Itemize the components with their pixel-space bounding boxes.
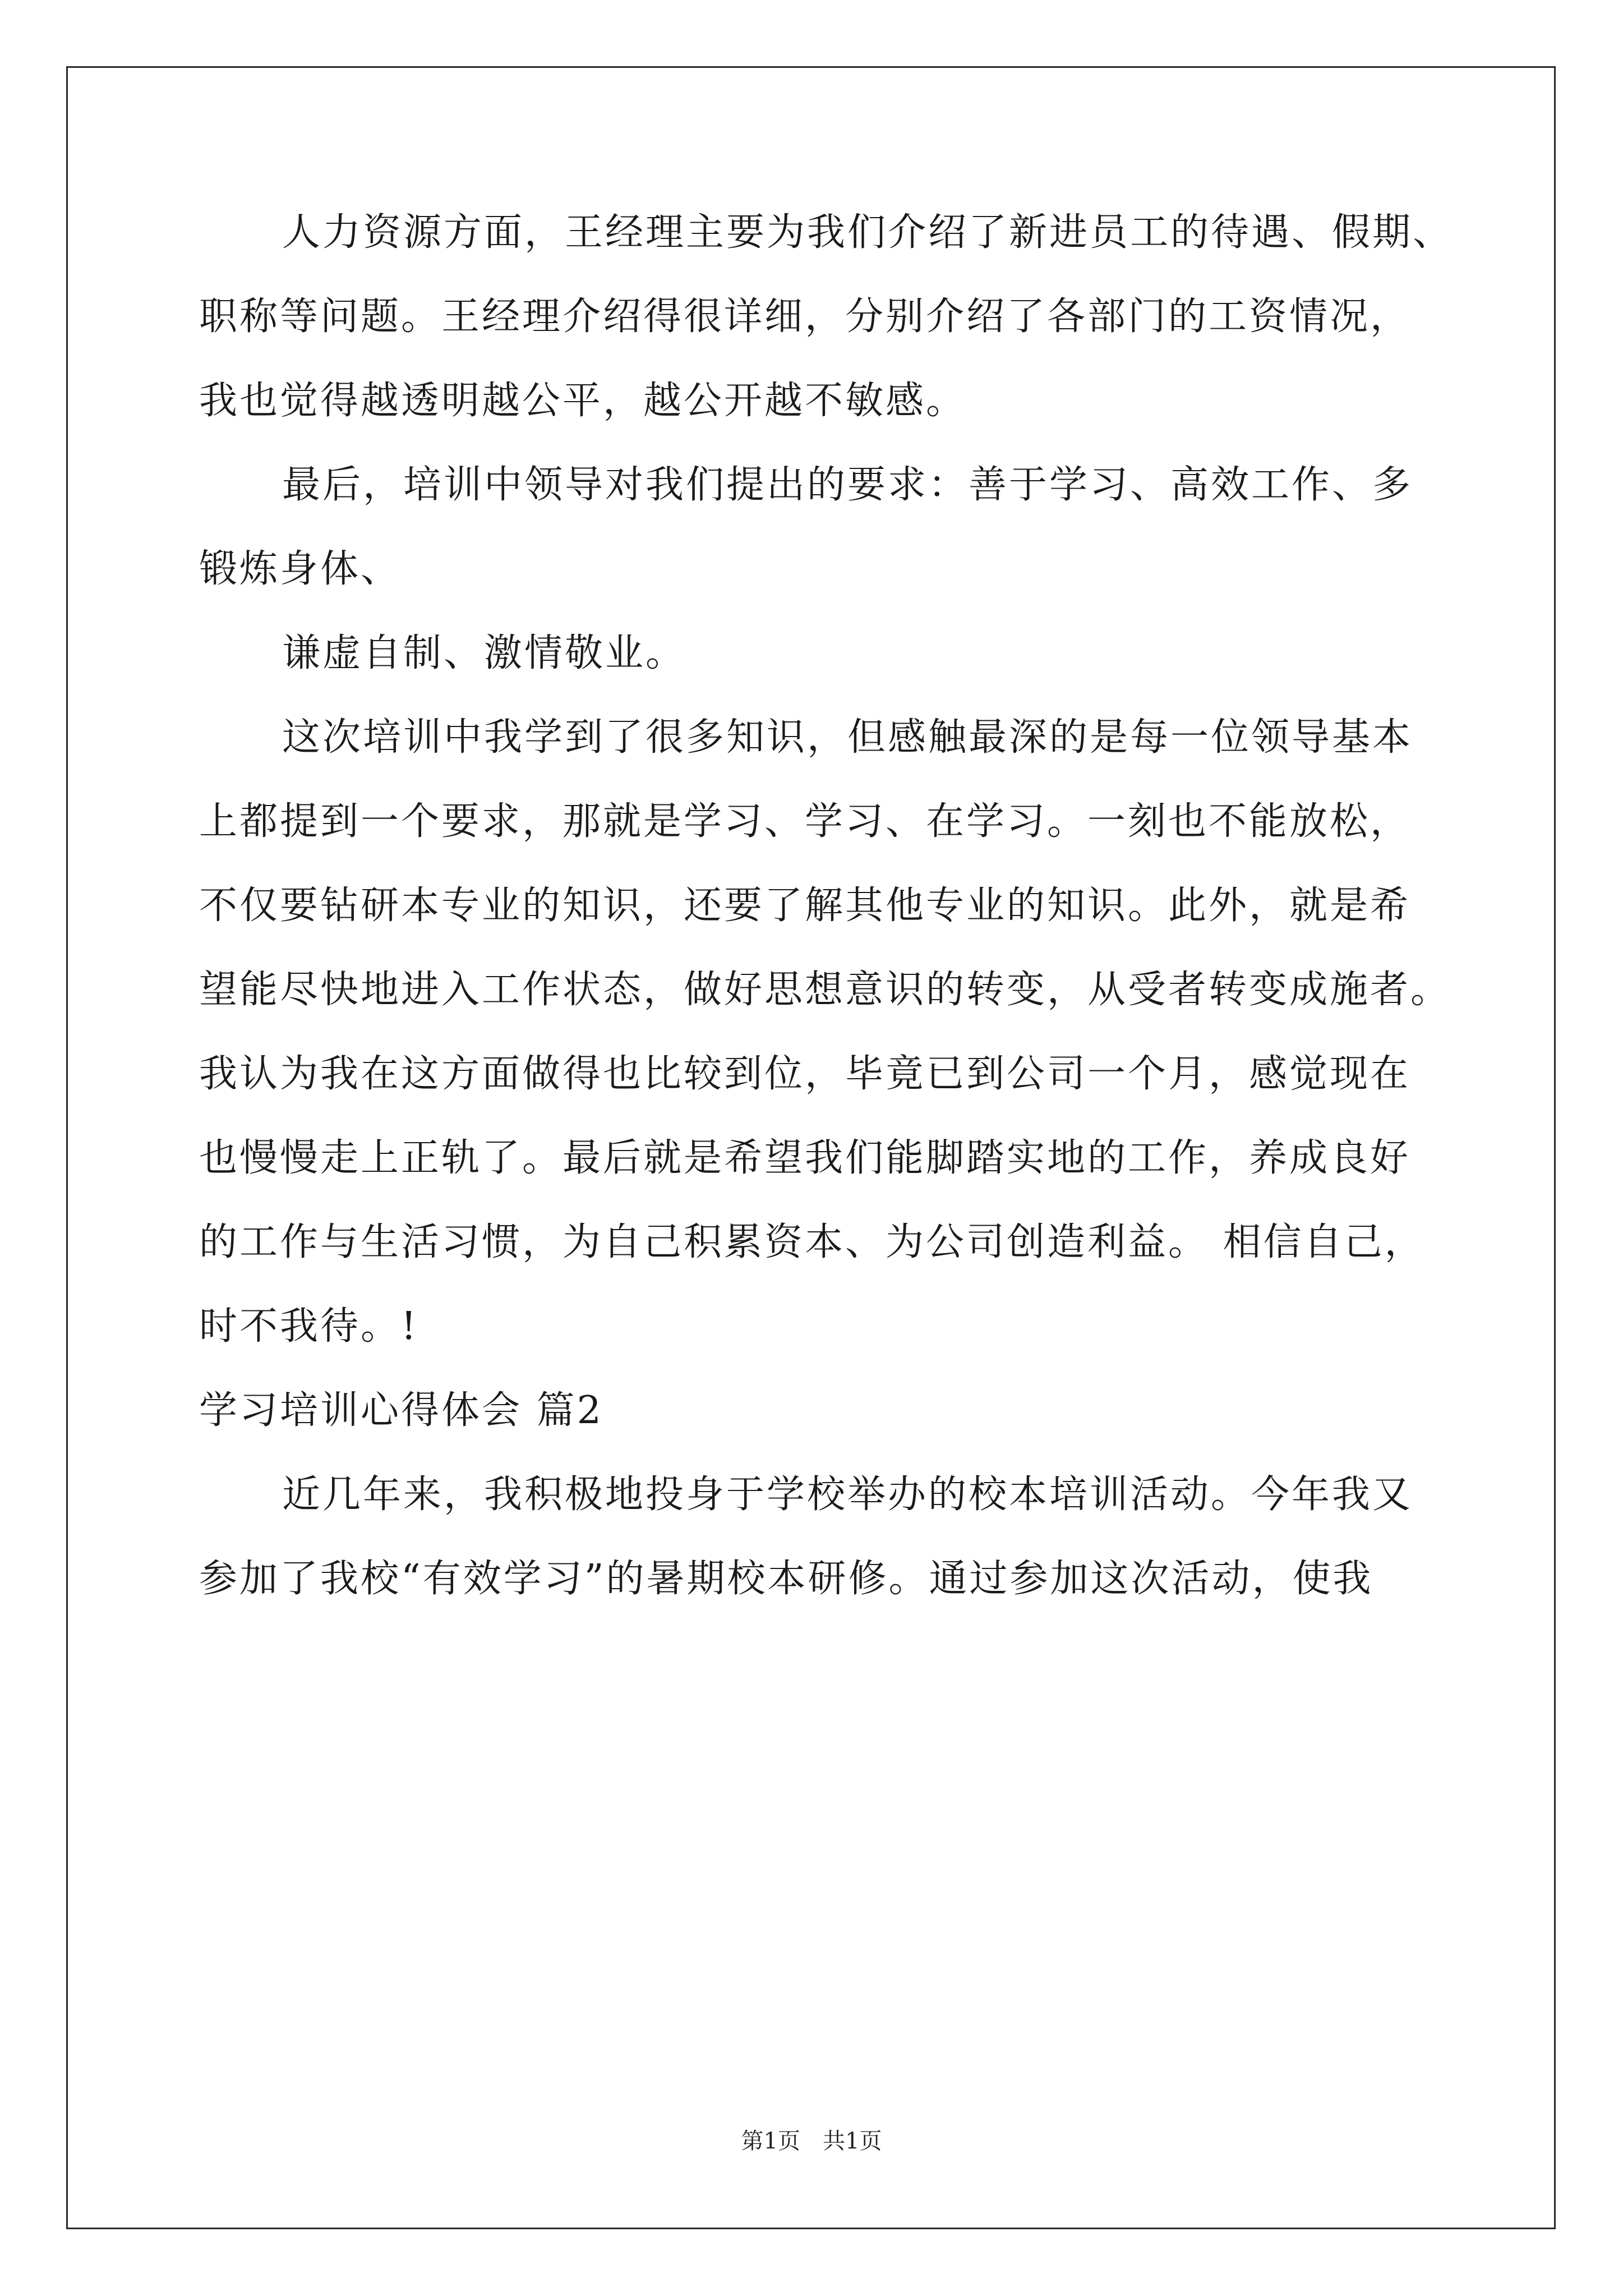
page-number: 第1页 [741, 2128, 800, 2154]
paragraph-line: 我也觉得越透明越公平，越公开越不敏感。 [199, 379, 967, 423]
paragraph-line: 也慢慢走上正轨了。最后就是希望我们能脚踏实地的工作，养成良好 [199, 1136, 1411, 1180]
paragraph-line: 人力资源方面，王经理主要为我们介绍了新进员工的待遇、假期、 [282, 210, 1454, 255]
paragraph-line: 不仅要钻研本专业的知识，还要了解其他专业的知识。此外，就是希 [199, 884, 1411, 928]
page-footer [0, 2123, 1623, 2155]
paragraph-line: 近几年来，我积极地投身于学校举办的校本培训活动。今年我又 [282, 1473, 1413, 1517]
paragraph-line: 最后，培训中领导对我们提出的要求：善于学习、高效工作、多 [282, 463, 1413, 507]
paragraph-line: 的工作与生活习惯，为自己积累资本、为公司创造利益。 相信自己， [199, 1220, 1425, 1264]
section-heading: 学习培训心得体会 篇2 [199, 1388, 603, 1433]
paragraph-line: 我认为我在这方面做得也比较到位，毕竟已到公司一个月，感觉现在 [199, 1052, 1411, 1096]
paragraph-line: 望能尽快地进入工作状态，做好思想意识的转变，从受者转变成施者。 [199, 968, 1451, 1012]
paragraph-line: 职称等问题。王经理介绍得很详细，分别介绍了各部门的工资情况， [199, 295, 1411, 339]
paragraph-line: 谦虚自制、激情敬业。 [282, 631, 686, 675]
paragraph-line: 这次培训中我学到了很多知识，但感触最深的是每一位领导基本 [282, 715, 1413, 760]
paragraph-line: 上都提到一个要求，那就是学习、学习、在学习。一刻也不能放松， [199, 799, 1411, 844]
paragraph-line: 锻炼身体、 [199, 547, 402, 591]
page-total: 共1页 [823, 2128, 882, 2154]
paragraph-line: 参加了我校“有效学习”的暑期校本研修。通过参加这次活动，使我 [199, 1557, 1373, 1601]
paragraph-line: 时不我待。! [199, 1304, 419, 1349]
